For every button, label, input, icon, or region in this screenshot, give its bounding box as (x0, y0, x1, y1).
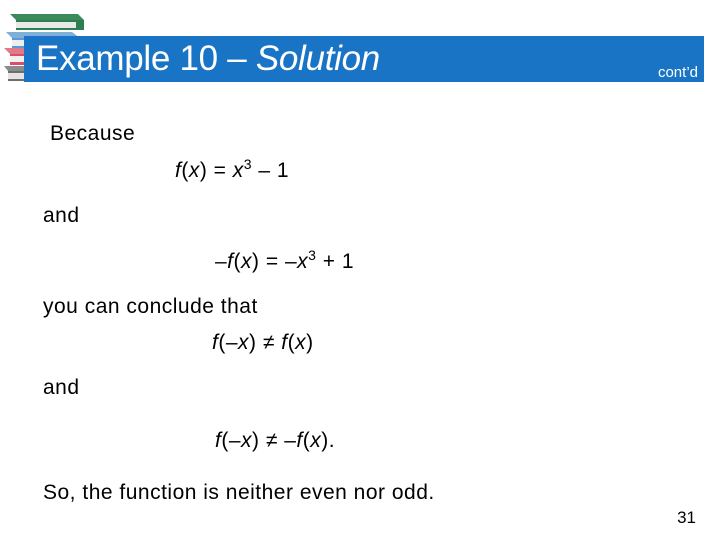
slide-title (36, 36, 380, 82)
equation-neg-f-of-x: $-f(x) = -x^3 + 1$ (215, 247, 355, 273)
text-conclusion: So, the function is neither even nor odd. (43, 481, 435, 504)
text-and-1: and (43, 204, 80, 227)
title-main: Example 10 – (36, 39, 256, 78)
equation-f-of-x: $f(x) = x^3 - 1$ (175, 156, 290, 182)
text-and-2: and (43, 376, 80, 399)
equation-not-equal-neg-f: f(–x) ≠ –f(x). (215, 429, 336, 452)
continued-label: cont’d (657, 64, 698, 81)
text-conclude: you can conclude that (43, 295, 258, 318)
page-number: 31 (677, 508, 696, 527)
text-because: Because (50, 122, 136, 145)
equation-not-equal-f: f(–x) ≠ f(x) (212, 331, 314, 354)
title-italic: Solution (255, 39, 380, 78)
